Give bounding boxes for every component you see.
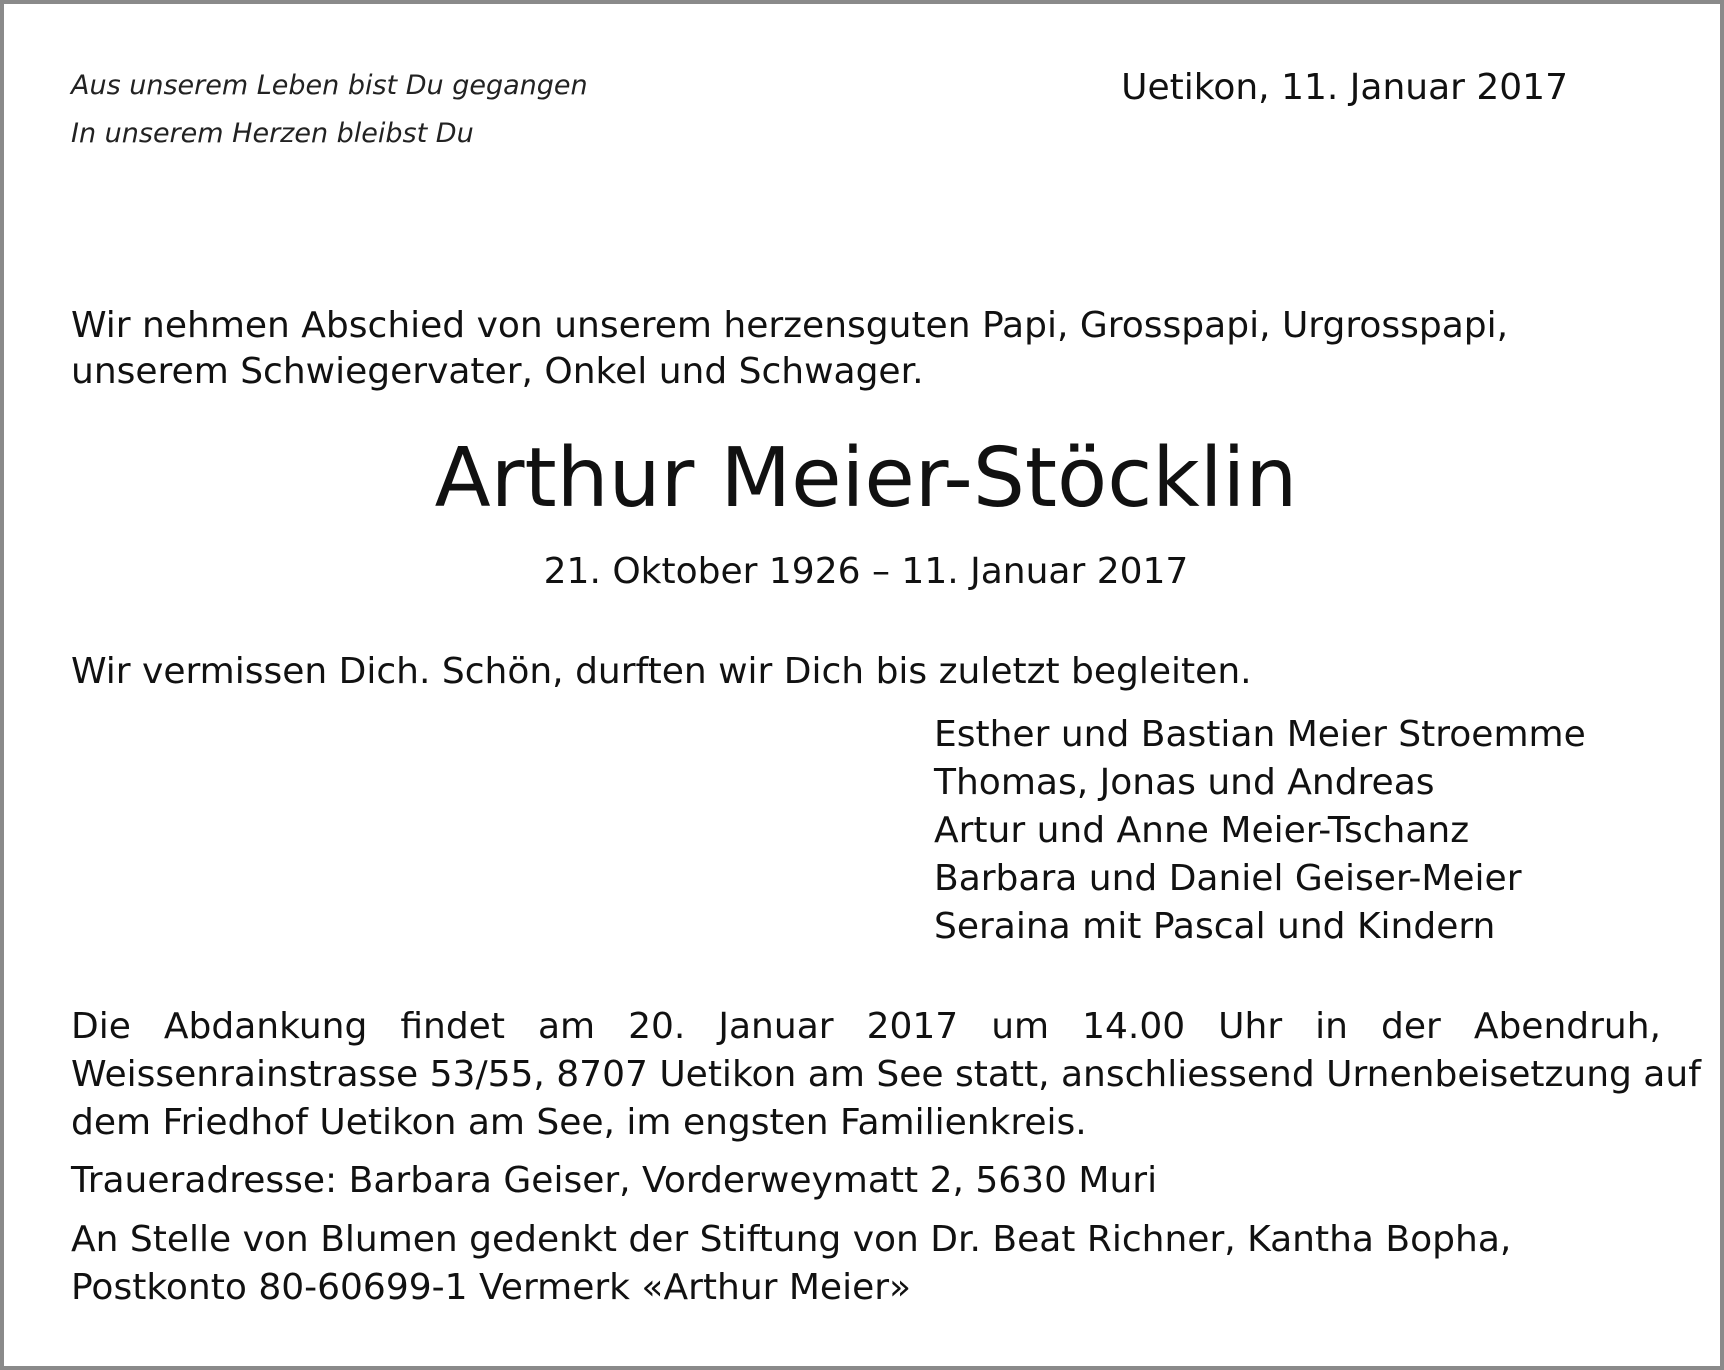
deceased-name: Arthur Meier-Stöcklin <box>434 431 1298 526</box>
farewell-text: Wir vermissen Dich. Schön, durften wir Dich bis zuletzt begleiten. <box>71 651 1252 692</box>
lifespan-dates: 21. Oktober 1926 – 11. Januar 2017 <box>543 551 1189 592</box>
mourner-item: Artur und Anne Meier-Tschanz <box>934 810 1470 851</box>
motto-line-2: In unserem Herzen bleibst Du <box>71 118 474 149</box>
place-date: Uetikon, 11. Januar 2017 <box>1121 67 1568 108</box>
mourners-list <box>934 711 1586 951</box>
intro-text <box>71 303 1508 395</box>
motto <box>71 62 588 158</box>
mourning-address: Traueradresse: Barbara Geiser, Vorderweymatt 2, 5630 Muri <box>71 1160 1158 1201</box>
motto-line-1: Aus unserem Leben bist Du gegangen <box>71 70 588 101</box>
donation-line-2: Postkonto 80-60699-1 Vermerk «Arthur Meier» <box>71 1267 912 1308</box>
mourner-item: Seraina mit Pascal und Kindern <box>934 906 1496 947</box>
intro-line-1: Wir nehmen Abschied von unserem herzensguten Papi, Grosspapi, Urgrosspapi, <box>71 305 1509 346</box>
funeral-service-info <box>71 1003 1701 1147</box>
donation-line-1: An Stelle von Blumen gedenkt der Stiftung von Dr. Beat Richner, Kantha Bopha, <box>71 1219 1512 1260</box>
service-line-1: Die Abdankung findet am 20. Januar 2017 um 14.00 Uhr in der Abendruh, <box>71 1006 1661 1047</box>
mourner-item: Esther und Bastian Meier Stroemme <box>934 714 1586 755</box>
donation-note <box>71 1216 1511 1312</box>
intro-line-2: unserem Schwiegervater, Onkel und Schwager. <box>71 351 924 392</box>
mourner-item: Thomas, Jonas und Andreas <box>934 762 1435 803</box>
mourner-item: Barbara und Daniel Geiser-Meier <box>934 858 1522 899</box>
service-line-3: dem Friedhof Uetikon am See, im engsten Familienkreis. <box>71 1102 1087 1143</box>
service-line-2: Weissenrainstrasse 53/55, 8707 Uetikon am See statt, anschliessend Urnenbeisetzung auf <box>71 1054 1701 1095</box>
